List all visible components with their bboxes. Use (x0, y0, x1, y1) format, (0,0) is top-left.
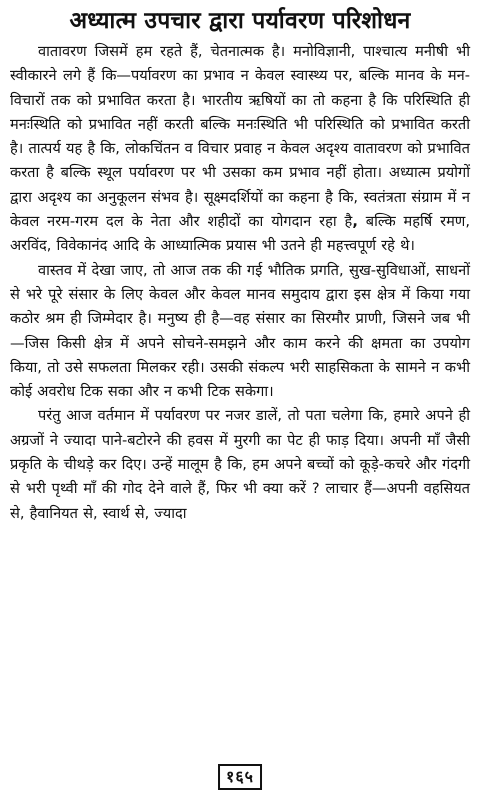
paragraph-1-text: वातावरण जिसमें हम रहते हैं, चेतनात्मक है। मनोविज्ञानी, पाश्चात्य मनीषी भी स्वीकारने लगे हैं कि—पर्यावरण का प्रभाव न केवल स्वास्थ्य पर, बल्कि मानव के मन-विचारों तक को प्रभावित करता है। भारतीय ऋषियों का तो कहना है कि परिस्थिति ही मनःस्थिति को प्रभावित नहीं करती बल्कि मनःस्थिति भी परिस्थिति को प्रभावित करती है। तात्पर्य यह है कि, लोकचिंतन व विचार प्रवाह न केवल अदृश्य वातावरण को प्रभावित करता है बल्कि स्थूल पर्यावरण पर भी उसका कम प्रभाव नहीं होता। अध्यात्म प्रयोगों द्वारा अदृश्य का अनुकूलन संभव है। सूक्ष्मदर्शियों का कहना है कि, स्वतंत्रता संग्राम में न केवल नरम-गरम दल के नेता और शहीदों का योगदान रहा है (10, 43, 470, 231)
paragraph-1-bold-comma: , (352, 213, 358, 231)
page-number: १६५ (218, 764, 262, 790)
paragraph-1 (10, 40, 470, 259)
page-title: अध्यात्म उपचार द्वारा पर्यावरण परिशोधन (69, 8, 411, 34)
paragraph-3: परंतु आज वर्तमान में पर्यावरण पर नजर डालें, तो पता चलेगा कि, हमारे अपने ही अग्रजों ने ज्यादा पाने-बटोरने की हवस में मुरगी का पेट ही फाड़ दिया। अपनी माँ जैसी प्रकृति के चीथड़े कर दिए। उन्हें मालूम है कि, हम अपने बच्चों को कूड़े-कचरे और गंदगी से भरी पृथ्वी माँ की गोद देने वाले हैं, फिर भी क्या करें ? लाचार हैं—अपनी वहसियत से, हैवानियत से, स्वार्थ से, ज्यादा (10, 407, 470, 522)
paragraph-2: वास्तव में देखा जाए, तो आज तक की गई भौतिक प्रगति, सुख-सुविधाओं, साधनों से भरे पूरे संसार के लिए केवल और केवल मानव समुदाय द्वारा इस क्षेत्र में किया गया कठोर श्रम ही जिम्मेदार है। मनुष्य ही है—वह संसार का सिरमौर प्राणी, जिसने जब भी—जिस किसी क्षेत्र में अपने सोचने-समझने और काम करने की क्षमता का उपयोग किया, तो उसे सफलता मिलकर रही। उसकी संकल्प भरी साहसिकता के सामने न कभी कोई अवरोध टिक सका और न कभी टिक सकेगा। (10, 261, 470, 401)
paragraph-1-text-continued: बल्कि महर्षि रमण, अरविंद, विवेकानंद आदि के आध्यात्मिक प्रयास भी उतने ही महत्त्वपूर्ण रहे थे। (10, 213, 470, 255)
body-text (10, 40, 470, 526)
